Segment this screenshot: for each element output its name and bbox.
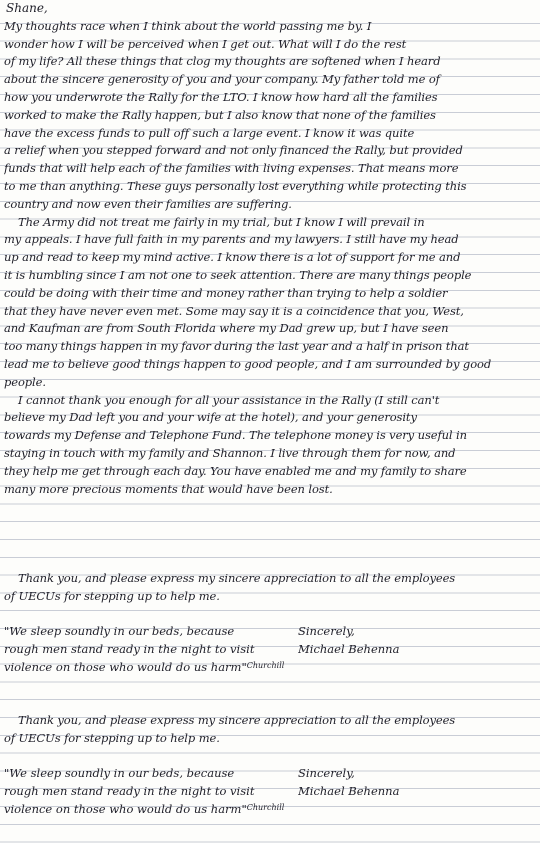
- quote-line: "We sleep soundly in our beds, because: [4, 766, 235, 781]
- valediction-block: [298, 623, 399, 659]
- body-line: lead me to believe good things happen to good people, and I am surrounded by good: [4, 356, 492, 371]
- thanks-paragraph: [4, 570, 540, 606]
- paragraph-start-line: The Army did not treat me fairly in my trial, but I know I will prevail in: [18, 214, 425, 229]
- thanks-line: Thank you, and please express my sincere appreciation to all the employees: [18, 571, 456, 585]
- salutation: Shane,: [6, 1, 48, 15]
- quote-line: rough men stand ready in the night to visit: [4, 784, 255, 799]
- quote-line: rough men stand ready in the night to visit: [4, 642, 255, 657]
- body-line: to me than anything. These guys personally lost everything while protecting this: [4, 178, 467, 193]
- valediction: Sincerely,: [298, 624, 355, 639]
- signature: Michael Behenna: [298, 642, 400, 657]
- body-line: up and read to keep my mind active. I know there is a lot of support for me and: [4, 250, 461, 265]
- churchill-quote: [4, 765, 284, 818]
- thanks-line: Thank you, and please express my sincere appreciation to all the employees: [18, 713, 456, 727]
- closing-block: [0, 712, 540, 819]
- letter-body: [4, 18, 538, 499]
- body-line: it is humbling since I am not one to seek attention. There are many things people: [4, 267, 472, 282]
- body-line: that they have never even met. Some may say it is a coincidence that you, West,: [4, 303, 464, 318]
- signature-row: [0, 623, 540, 676]
- paragraph-start-line: I cannot thank you enough for all your assistance in the Rally (I still can't: [18, 392, 440, 407]
- thanks-paragraph: [4, 712, 540, 748]
- quote-attribution: Churchill: [246, 660, 285, 670]
- body-line: my appeals. I have full faith in my parents and my lawyers. I still have my head: [4, 232, 459, 247]
- quote-attribution: Churchill: [246, 802, 285, 812]
- body-line: funds that will help each of the families with living expenses. That means more: [4, 161, 459, 176]
- body-line: have the excess funds to pull off such a large event. I know it was quite: [4, 125, 415, 140]
- quote-text: violence on those who would do us harm": [4, 659, 247, 674]
- body-line: could be doing with their time and money rather than trying to help a soldier: [4, 285, 448, 300]
- body-line: worked to make the Rally happen, but I also know that none of the families: [4, 107, 436, 122]
- churchill-quote: [4, 623, 284, 676]
- body-line: many more precious moments that would have been lost.: [4, 481, 333, 496]
- body-line: about the sincere generosity of you and your company. My father told me of: [4, 72, 440, 87]
- signature: Michael Behenna: [298, 784, 400, 799]
- valediction-block: [298, 765, 399, 801]
- body-line: believe my Dad left you and your wife at the hotel), and your generosity: [4, 410, 417, 425]
- body-line: how you underwrote the Rally for the LTO. I know how hard all the families: [4, 89, 438, 104]
- body-line: a relief when you stepped forward and not only financed the Rally, but provided: [4, 143, 463, 158]
- body-line: wonder how I will be perceived when I get out. What will I do the rest: [4, 36, 407, 51]
- closing-block: [0, 570, 540, 677]
- quote-line-last: [4, 801, 284, 819]
- body-line: country and now even their families are suffering.: [4, 196, 292, 211]
- body-line: staying in touch with my family and Shannon. I live through them for now, and: [4, 445, 456, 460]
- valediction: Sincerely,: [298, 766, 355, 781]
- body-line: people.: [4, 374, 46, 389]
- quote-line: "We sleep soundly in our beds, because: [4, 624, 235, 639]
- body-line: towards my Defense and Telephone Fund. The telephone money is very useful in: [4, 428, 467, 443]
- signature-row: [0, 765, 540, 818]
- body-line: too many things happen in my favor during the last year and a half in prison that: [4, 339, 469, 354]
- thanks-line: of UECUs for stepping up to help me.: [4, 730, 220, 745]
- quote-line-last: [4, 659, 284, 677]
- quote-text: violence on those who would do us harm": [4, 801, 247, 816]
- body-line: they help me get through each day. You have enabled me and my family to share: [4, 463, 467, 478]
- body-line: of my life? All these things that clog my thoughts are softened when I heard: [4, 54, 441, 69]
- body-line: and Kaufman are from South Florida where my Dad grew up, but I have seen: [4, 321, 449, 336]
- thanks-line: of UECUs for stepping up to help me.: [4, 588, 220, 603]
- body-line: My thoughts race when I think about the world passing me by. I: [4, 18, 372, 33]
